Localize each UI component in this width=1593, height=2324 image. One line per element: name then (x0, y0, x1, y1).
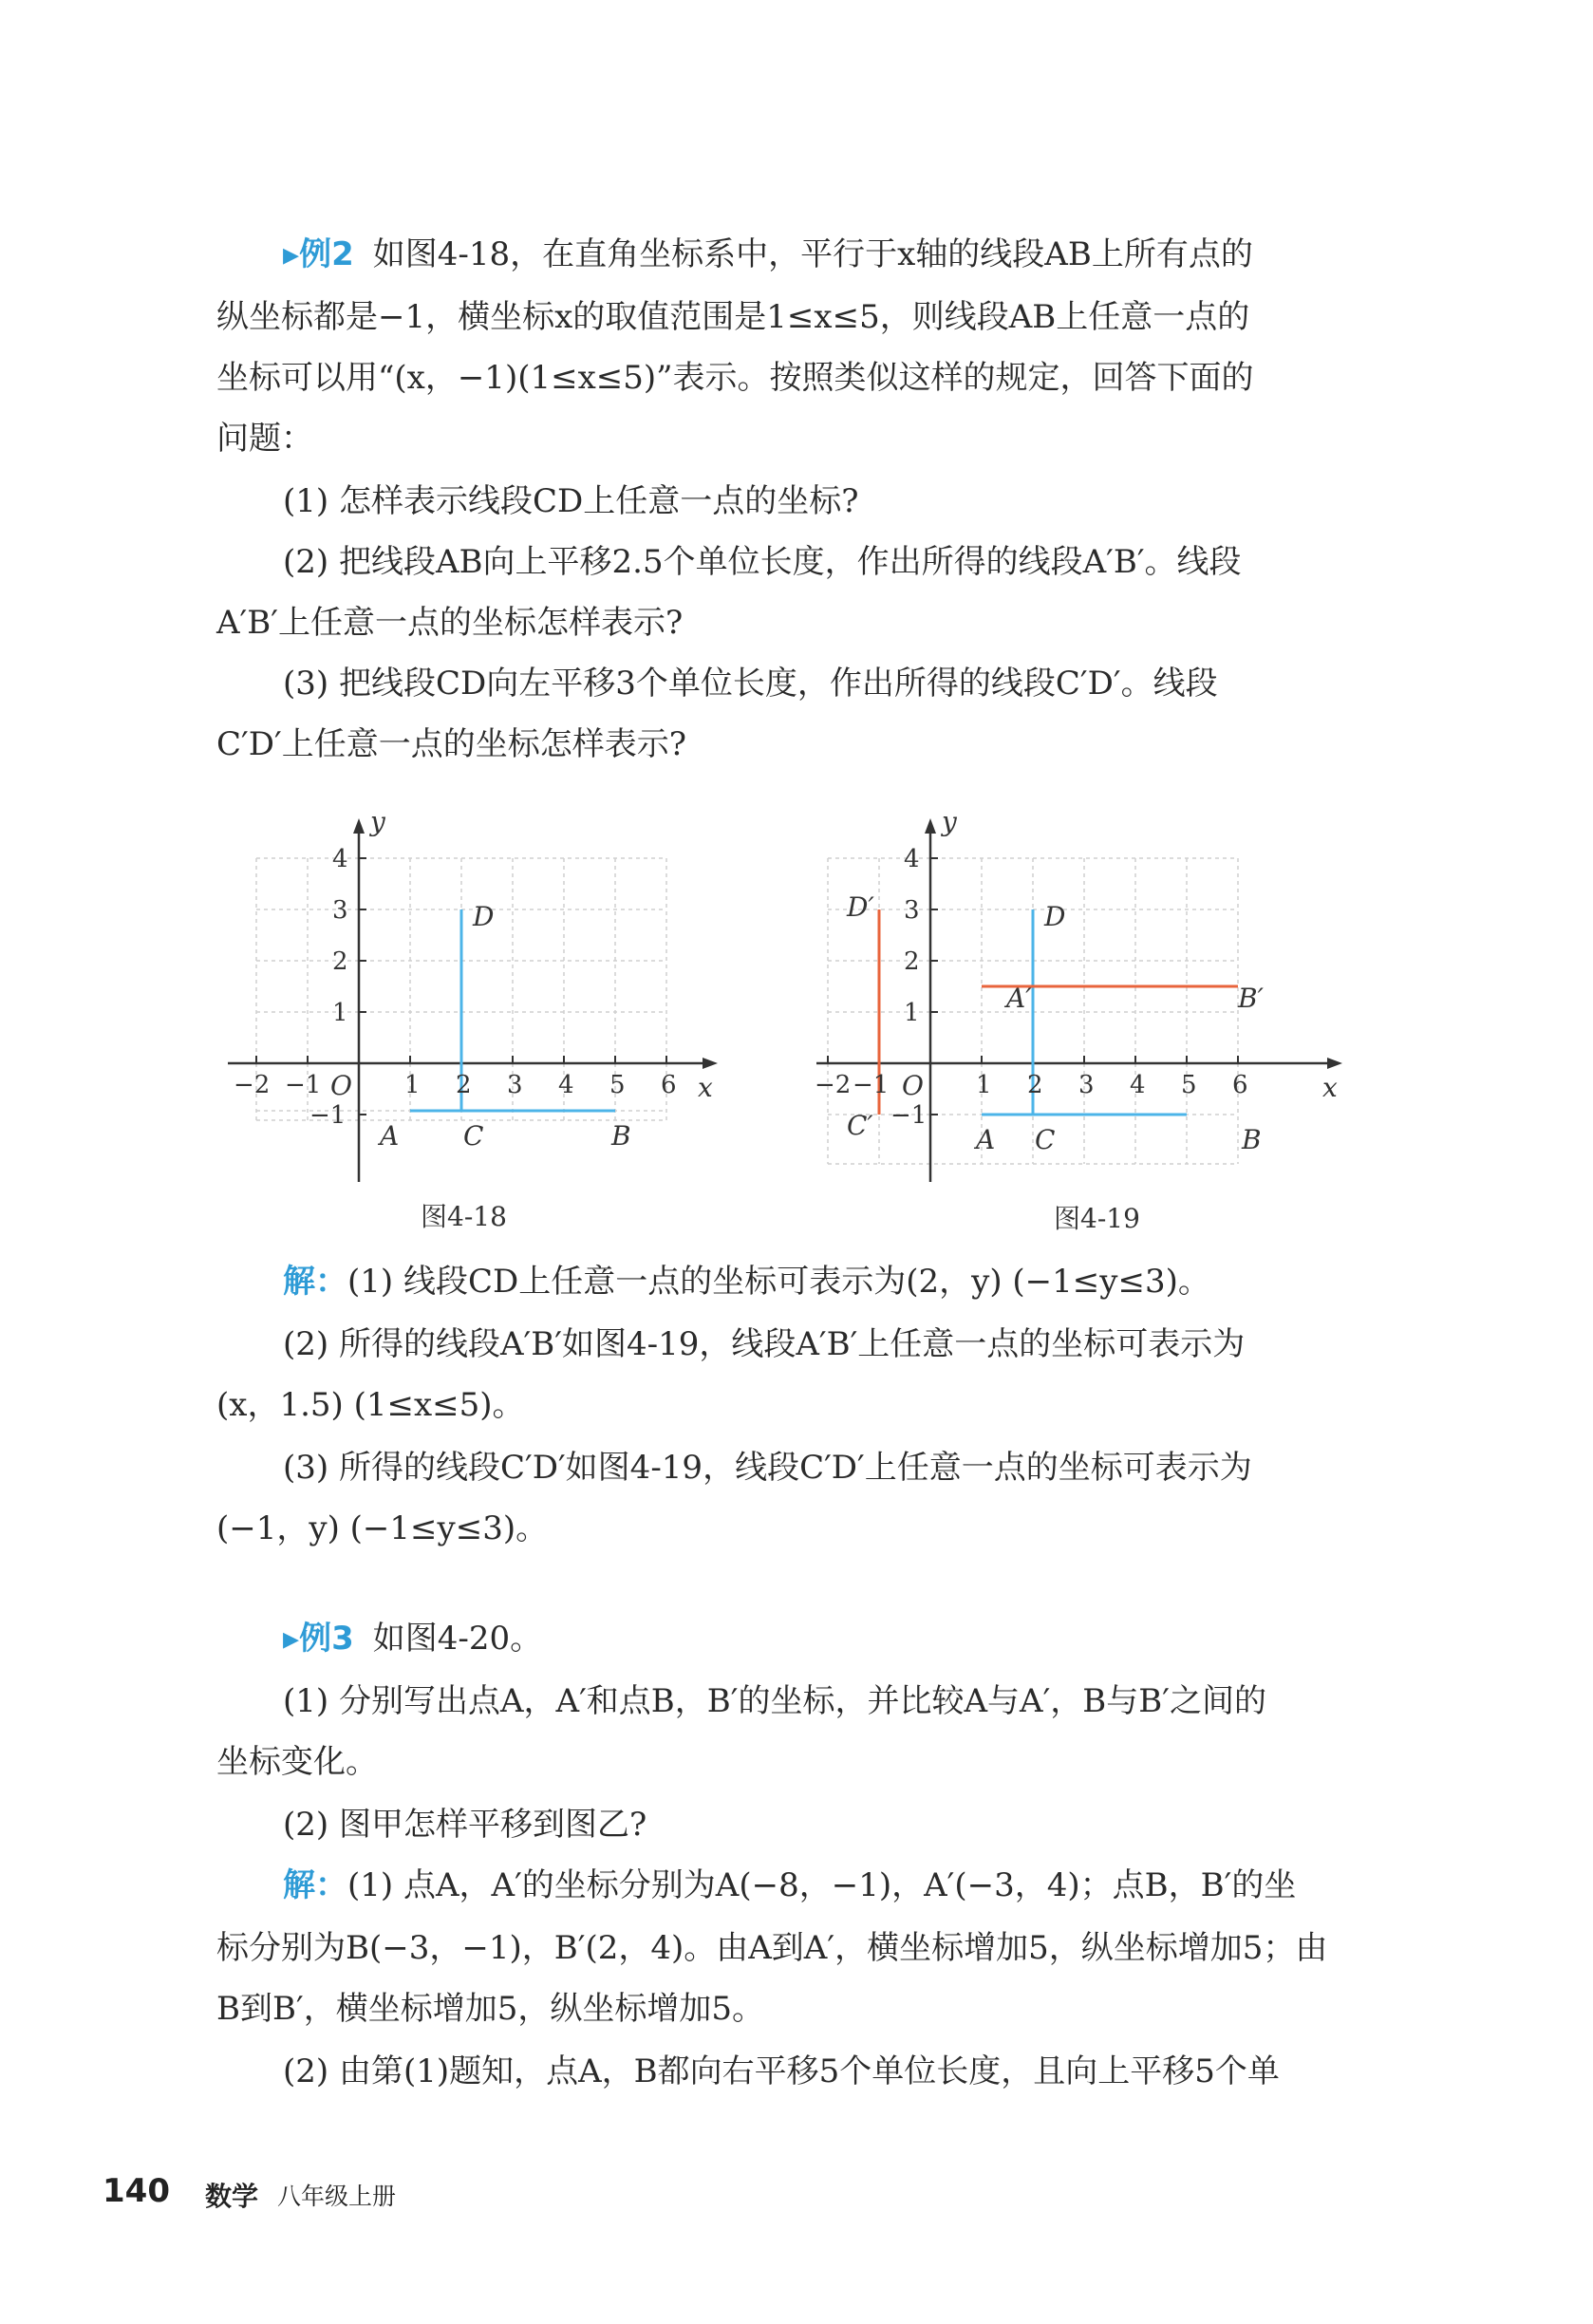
example2-line-1: ▸例2 如图4-18，在直角坐标系中，平行于x轴的线段AB上所有点的 (283, 235, 1253, 273)
solution2-line-2b: (x，1.5) (1≤x≤5)。 (216, 1386, 525, 1424)
origin-label: O (902, 1070, 924, 1101)
y-tick-3: 3 (332, 896, 348, 925)
x-tick-4: 4 (558, 1071, 574, 1099)
footer-grade: 八年级上册 (277, 2183, 397, 2210)
x-tick-4: 4 (1130, 1071, 1146, 1099)
y-axis-label: y (370, 807, 385, 837)
point-a-label: A (976, 1124, 996, 1155)
example3-label: ▸例3 (283, 1620, 354, 1658)
x-tick-neg1: −1 (853, 1071, 890, 1099)
solution2-line-3a: (3) 所得的线段C′D′如图4-19，线段C′D′上任意一点的坐标可表示为 (283, 1449, 1252, 1487)
example2-question-3a: (3) 把线段CD向左平移3个单位长度，作出所得的线段C′D′。线段 (283, 665, 1218, 703)
solution2-label: 解： (283, 1263, 347, 1301)
x-tick-neg2: −2 (816, 1071, 852, 1099)
figure-4-18-graph (218, 807, 731, 1196)
y-axis-label: y (942, 807, 957, 837)
x-tick-1: 1 (404, 1071, 421, 1099)
point-b-label: B (1242, 1124, 1262, 1155)
solution3-line-4: (2) 由第(1)题知，点A，B都向右平移5个单位长度，且向上平移5个单 (283, 2052, 1280, 2090)
point-c-label: C (1035, 1124, 1056, 1155)
example2-question-2b: A′B′上任意一点的坐标怎样表示? (216, 604, 684, 642)
x-tick-5: 5 (609, 1071, 626, 1099)
example2-question-2a: (2) 把线段AB向上平移2.5个单位长度，作出所得的线段A′B′。线段 (283, 543, 1242, 581)
page-number: 140 (103, 2172, 170, 2210)
point-b-label: B (611, 1120, 631, 1152)
example3-question-1a: (1) 分别写出点A，A′和点B，B′的坐标，并比较A与A′，B与B′之间的 (283, 1682, 1267, 1720)
solution3-label: 解： (283, 1866, 347, 1904)
y-axis-arrow (353, 818, 365, 834)
solution3-line-1: 解：(1) 点A，A′的坐标分别为A(−8，−1)，A′(−3，4)；点B，B′的坐 (283, 1866, 1297, 1904)
point-c1-label: C′ (847, 1110, 873, 1141)
x-axis-arrow (703, 1058, 718, 1069)
figure-4-19 (816, 807, 1348, 1200)
x-axis-arrow (1327, 1058, 1342, 1069)
example3-question-2: (2) 图甲怎样平移到图乙? (283, 1806, 647, 1844)
y-tick-neg1: −1 (309, 1101, 347, 1130)
x-axis-label: x (698, 1072, 713, 1103)
example2-line-2: 纵坐标都是−1，横坐标x的取值范围是1≤x≤5，则线段AB上任意一点的 (216, 298, 1250, 336)
figure-4-18 (218, 807, 731, 1200)
x-tick-6: 6 (661, 1071, 677, 1099)
point-d1-label: D′ (847, 891, 874, 923)
x-tick-1: 1 (976, 1071, 992, 1099)
point-a1-label: A′ (1006, 983, 1032, 1014)
origin-label: O (330, 1070, 352, 1101)
y-tick-1: 1 (332, 999, 348, 1027)
y-tick-2: 2 (904, 947, 920, 976)
x-axis-label: x (1322, 1072, 1338, 1103)
y-tick-2: 2 (332, 947, 348, 976)
point-d-label: D (1044, 901, 1066, 932)
solution2-line-1: 解：(1) 线段CD上任意一点的坐标可表示为(2，y) (−1≤y≤3)。 (283, 1263, 1210, 1301)
solution2-line-2a: (2) 所得的线段A′B′如图4-19，线段A′B′上任意一点的坐标可表示为 (283, 1325, 1246, 1363)
x-tick-5: 5 (1181, 1071, 1197, 1099)
point-b1-label: B′ (1238, 983, 1264, 1014)
example2-question-1: (1) 怎样表示线段CD上任意一点的坐标? (283, 482, 859, 520)
example2-label: ▸例2 (283, 235, 354, 273)
figure-4-18-caption: 图4-18 (421, 1201, 507, 1232)
y-tick-4: 4 (904, 845, 920, 873)
solution2-line-3b: (−1，y) (−1≤y≤3)。 (216, 1509, 549, 1547)
x-tick-neg2: −2 (234, 1071, 271, 1099)
point-a-label: A (380, 1120, 400, 1152)
example2-question-3b: C′D′上任意一点的坐标怎样表示? (216, 725, 686, 763)
solution3-line-3: B到B′，横坐标增加5，纵坐标增加5。 (216, 1990, 764, 2028)
footer-subject: 数学 (205, 2181, 259, 2212)
x-tick-neg1: −1 (285, 1071, 322, 1099)
x-tick-3: 3 (507, 1071, 523, 1099)
y-tick-3: 3 (904, 896, 920, 925)
example3-line-1: ▸例3 如图4-20。 (283, 1620, 543, 1658)
example2-line-4: 问题： (216, 420, 313, 458)
example3-question-1b: 坐标变化。 (216, 1743, 378, 1781)
x-tick-2: 2 (456, 1071, 472, 1099)
point-c-label: C (463, 1120, 484, 1152)
y-tick-1: 1 (904, 999, 920, 1027)
example2-line-3: 坐标可以用“(x，−1)(1≤x≤5)”表示。按照类似这样的规定，回答下面的 (216, 359, 1254, 397)
x-tick-6: 6 (1232, 1071, 1248, 1099)
figure-4-19-caption: 图4-19 (1054, 1203, 1140, 1234)
figure-4-19-graph (816, 807, 1348, 1196)
x-tick-3: 3 (1078, 1071, 1095, 1099)
y-tick-neg1: −1 (890, 1101, 928, 1130)
solution3-line-2: 标分别为B(−3，−1)，B′(2，4)。由A到A′，横坐标增加5，纵坐标增加5；由 (216, 1929, 1328, 1967)
point-d-label: D (473, 901, 495, 932)
y-tick-4: 4 (332, 845, 348, 873)
x-tick-2: 2 (1027, 1071, 1043, 1099)
y-axis-arrow (925, 818, 936, 834)
